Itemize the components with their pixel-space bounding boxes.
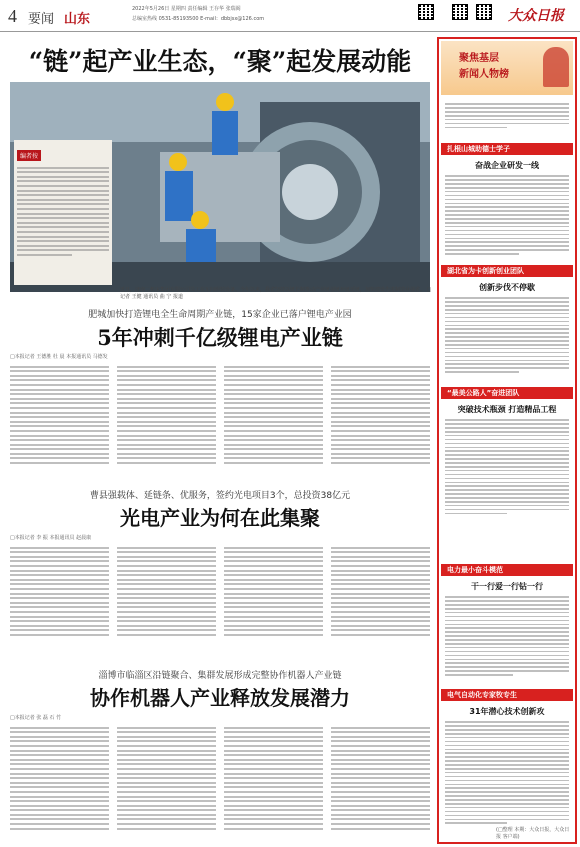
sidebar-section1-bar: 扎根山城助德士学子 <box>441 143 573 155</box>
story4-byline: □本报记者 张 磊 石 竹 <box>10 715 62 721</box>
sidebar-section5-text <box>445 719 569 826</box>
banner-title-line2: 新闻人物榜 <box>459 69 509 80</box>
sidebar-section3-title: 突破技术瓶颈 打造精品工程 <box>457 405 557 414</box>
page-number: 4 <box>8 6 17 26</box>
sidebar-section3-text <box>445 417 569 517</box>
people-illustration-icon <box>543 47 569 87</box>
sidebar-banner <box>441 41 573 95</box>
newspaper-masthead: 大众日报 <box>508 8 564 24</box>
story3-byline: □本报记者 李 振 本报通讯员 赵晨康 <box>10 535 92 541</box>
banner-title-line1: 聚焦基层 <box>459 53 499 64</box>
story3-body <box>10 534 430 638</box>
sidebar-people-column <box>437 37 577 844</box>
header-meta-line1: 2022年5月26日 星期四 责任编辑 王存华 张瑞阁 <box>132 6 241 12</box>
qr-code-icon <box>452 4 468 20</box>
sidebar-section3-bar: “最美公路人”奋进团队 <box>441 387 573 399</box>
sidebar-section4-title: 干一行爱一行钻一行 <box>471 582 543 591</box>
story4-kicker: 淄博市临淄区沿链聚合、集群发展形成完整协作机器人产业链 <box>98 671 342 681</box>
sidebar-section5-bar: 电气自动化专家牧专生 <box>441 689 573 701</box>
sidebar-section2-text <box>445 295 569 375</box>
sidebar-section5-title: 31年潜心技术创新攻 <box>469 707 545 716</box>
section-name: 要闻 <box>28 12 55 27</box>
story4-body <box>10 714 430 832</box>
sidebar-source-note: (□整理 本期：大众日报，大众日报 客户端) <box>496 827 570 840</box>
photo-caption: 近日，济南二机床集团有限公司员工在车间组装设备。今年以来，我省坚持以链长制推动产业链强链补链延链，加快建设先进制造业强省。 □记者 王健 通讯员 曲 宁 报道 <box>120 287 432 300</box>
editor-note-tag: 编者按 <box>17 150 41 161</box>
page-header <box>0 0 580 32</box>
sidebar-section2-bar: 湖北省为卡创新创业团队 <box>441 265 573 277</box>
sidebar-section1-text <box>445 173 569 257</box>
sidebar-section2-title: 创新步伐不停歇 <box>479 283 535 292</box>
sidebar-section4-bar: 电力最小奋斗模范 <box>441 564 573 576</box>
editor-note-box <box>14 140 112 285</box>
sidebar-intro-text <box>445 101 569 131</box>
sidebar-section4-text <box>445 594 569 678</box>
story4-headline: 协作机器人产业释放发展潜力 <box>90 686 350 710</box>
editor-note-text <box>17 167 109 256</box>
story2-headline: 5年冲刺千亿级锂电产业链 <box>97 325 343 350</box>
header-meta-line2: 总编室热线 0531-85193500 E-mail：dbbjsx@126.com <box>132 16 265 22</box>
qr-code-icon <box>476 4 492 20</box>
story2-byline: □本报记者 王德胜 杜 晨 本报通讯员 马德发 <box>10 354 108 360</box>
story2-body <box>10 353 430 467</box>
story2-kicker: 肥城加快打造锂电全生命周期产业链，15家企业已落户锂电产业园 <box>88 310 352 320</box>
story1-headline: “链”起产业生态，“聚”起发展动能 <box>28 47 412 76</box>
story3-headline: 光电产业为何在此集聚 <box>120 506 320 530</box>
region-name: 山东 <box>64 12 91 27</box>
qr-code-icon <box>418 4 434 20</box>
sidebar-section1-title: 奋战企业研发一线 <box>475 161 539 170</box>
story3-kicker: 曹县强载体、延链条、优服务，签约光电项目3个，总投资38亿元 <box>89 491 351 501</box>
